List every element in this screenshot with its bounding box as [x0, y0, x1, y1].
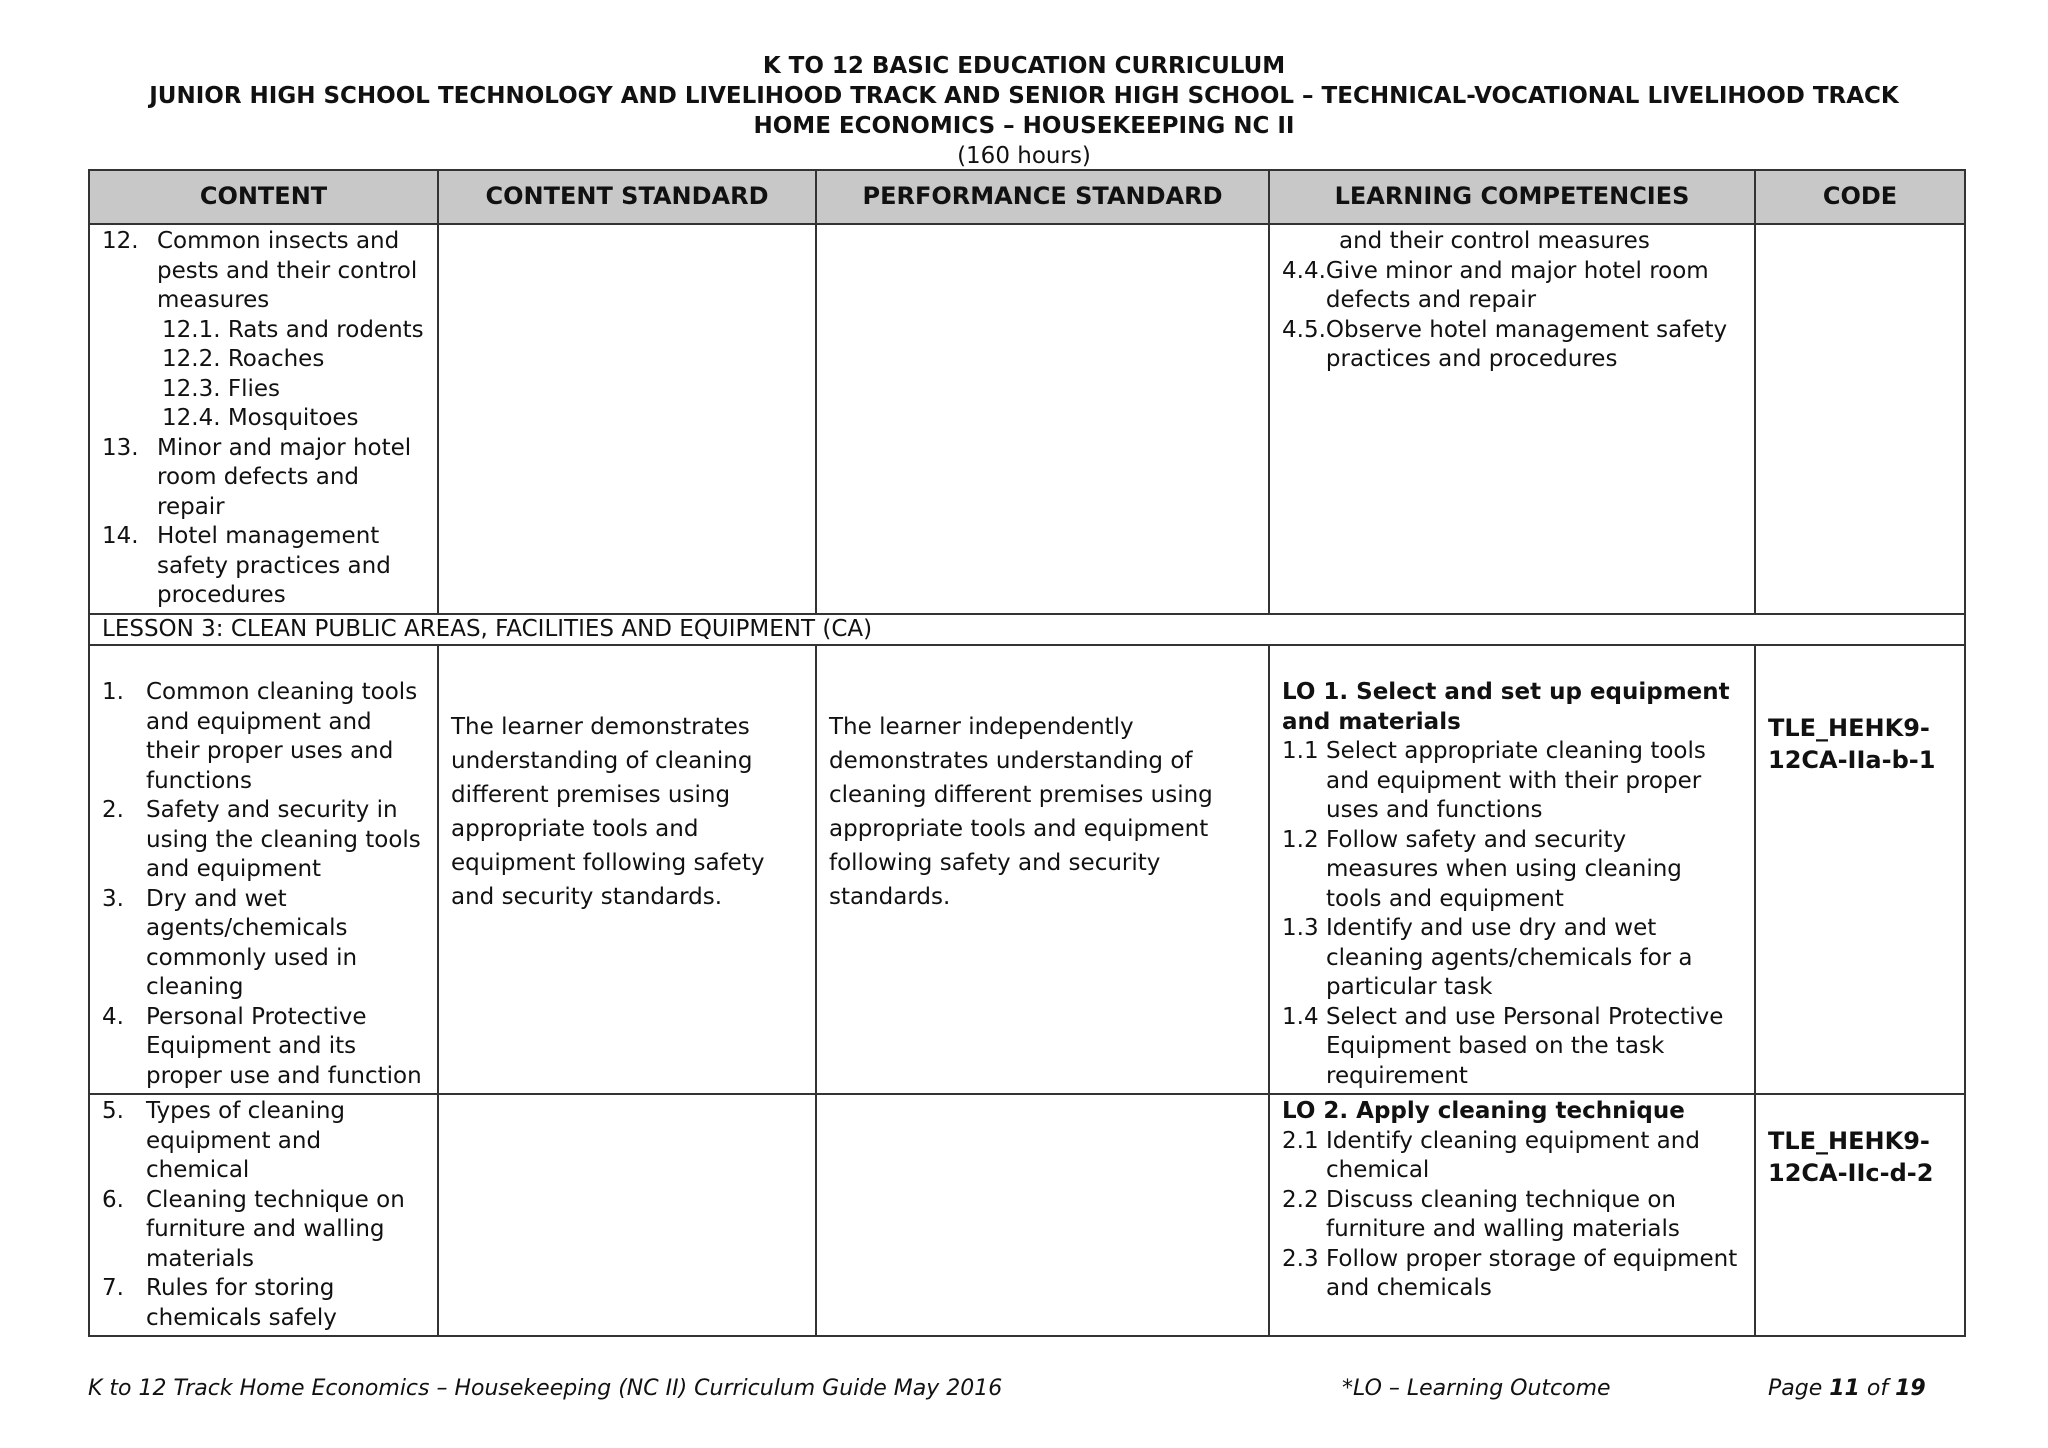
competencies-cell [1269, 1094, 1755, 1336]
content-cell [89, 645, 438, 1094]
list-item: 1. Common cleaning tools and equipment and their proper uses and functions [102, 679, 418, 794]
list-subitem: 12.1. Rats and rodents [162, 316, 424, 343]
competency-item: 4.5. Observe hotel management safety practices and procedures [1282, 316, 1728, 372]
col-header-learning-competencies: LEARNING COMPETENCIES [1269, 170, 1755, 224]
list-item: 3. Dry and wet agents/chemicals commonly used in cleaning [102, 885, 358, 1000]
content-standard-cell [438, 1094, 816, 1336]
competency-item: 1.4 Select and use Personal Protective Equipment based on the task requirement [1282, 1003, 1724, 1089]
competency-item: 1.3 Identify and use dry and wet cleaning agents/chemicals for a particular task [1282, 915, 1693, 1000]
performance-standard-cell [816, 224, 1269, 614]
competency-code: TLE_HEHK9-12CA-IIa-b-1 [1768, 714, 1936, 774]
footer-guide-title: K to 12 Track Home Economics – Housekeeping (NC II) Curriculum Guide May 2016 [88, 1376, 1003, 1401]
performance-standard-cell [816, 645, 1269, 1094]
table-row [89, 224, 1965, 614]
list-item: 6. Cleaning technique on furniture and walling materials [102, 1186, 405, 1272]
performance-standard-text: The learner independently demonstrates understanding of cleaning different premises using appropriate tools and equipment following safety and security standards. [829, 714, 1213, 910]
competency-item: 2.3 Follow proper storage of equipment and chemicals [1282, 1245, 1738, 1301]
content-cell [89, 1094, 438, 1336]
content-standard-text: The learner demonstrates understanding of cleaning different premises using appropriate tools and equipment following safety and security standards. [451, 714, 765, 910]
code-cell [1755, 1094, 1965, 1336]
competency-item: 4.4. Give minor and major hotel room defects and repair [1282, 257, 1709, 313]
list-item: 5. Types of cleaning equipment and chemical [102, 1098, 346, 1183]
content-standard-cell [438, 224, 816, 614]
performance-standard-cell [816, 1094, 1269, 1336]
list-item: 2. Safety and security in using the cleaning tools and equipment [102, 797, 421, 882]
table-row [89, 1094, 1965, 1336]
list-subitem: 12.2. Roaches [162, 346, 325, 372]
competency-item: 2.1 Identify cleaning equipment and chemical [1282, 1127, 1700, 1183]
lesson-heading-row [89, 614, 1965, 646]
list-item: 7. Rules for storing chemicals safely [102, 1275, 337, 1331]
doc-program: HOME ECONOMICS – HOUSEKEEPING NC II [753, 113, 1295, 139]
code-cell [1755, 224, 1965, 614]
footer-page-number: Page 11 of 19 [1768, 1376, 1926, 1401]
doc-subtitle: JUNIOR HIGH SCHOOL TECHNOLOGY AND LIVELIHOOD TRACK AND SENIOR HIGH SCHOOL – TECHNICAL-VOCATIONAL LIVELIHOOD TRACK [149, 83, 1899, 109]
list-item: 14. Hotel management safety practices and procedures [102, 523, 391, 608]
col-header-content: CONTENT [89, 170, 438, 224]
lesson-heading: LESSON 3: CLEAN PUBLIC AREAS, FACILITIES AND EQUIPMENT (CA) [89, 614, 1965, 646]
col-header-code: CODE [1755, 170, 1965, 224]
curriculum-table [88, 169, 1966, 1337]
footer-lo-note: *LO – Learning Outcome [1342, 1376, 1611, 1401]
table-header-row [89, 170, 1965, 224]
list-subitem: 12.4. Mosquitoes [162, 405, 359, 431]
competencies-cell [1269, 224, 1755, 614]
doc-title: K TO 12 BASIC EDUCATION CURRICULUM [762, 53, 1286, 79]
list-item: 4. Personal Protective Equipment and its proper use and function [102, 1003, 422, 1089]
col-header-content-standard: CONTENT STANDARD [438, 170, 816, 224]
competency-continued: and their control measures [1339, 228, 1650, 254]
competencies-cell [1269, 645, 1755, 1094]
list-item: 12. Common insects and pests and their control measures [102, 228, 418, 313]
competency-item: 1.2 Follow safety and security measures when using cleaning tools and equipment [1282, 826, 1682, 912]
learning-outcome-title: LO 1. Select and set up equipment and materials [1282, 679, 1730, 735]
doc-hours: (160 hours) [957, 143, 1091, 169]
code-cell [1755, 645, 1965, 1094]
content-cell [89, 224, 438, 614]
learning-outcome-title: LO 2. Apply cleaning technique [1282, 1098, 1685, 1124]
competency-item: 1.1 Select appropriate cleaning tools and equipment with their proper uses and functions [1282, 738, 1706, 823]
competency-item: 2.2 Discuss cleaning technique on furniture and walling materials [1282, 1186, 1680, 1242]
list-item: 13. Minor and major hotel room defects and repair [102, 434, 412, 520]
col-header-performance-standard: PERFORMANCE STANDARD [816, 170, 1269, 224]
list-subitem: 12.3. Flies [162, 375, 280, 402]
competency-code: TLE_HEHK9-12CA-IIc-d-2 [1768, 1127, 1934, 1187]
content-standard-cell [438, 645, 816, 1094]
table-row [89, 645, 1965, 1094]
